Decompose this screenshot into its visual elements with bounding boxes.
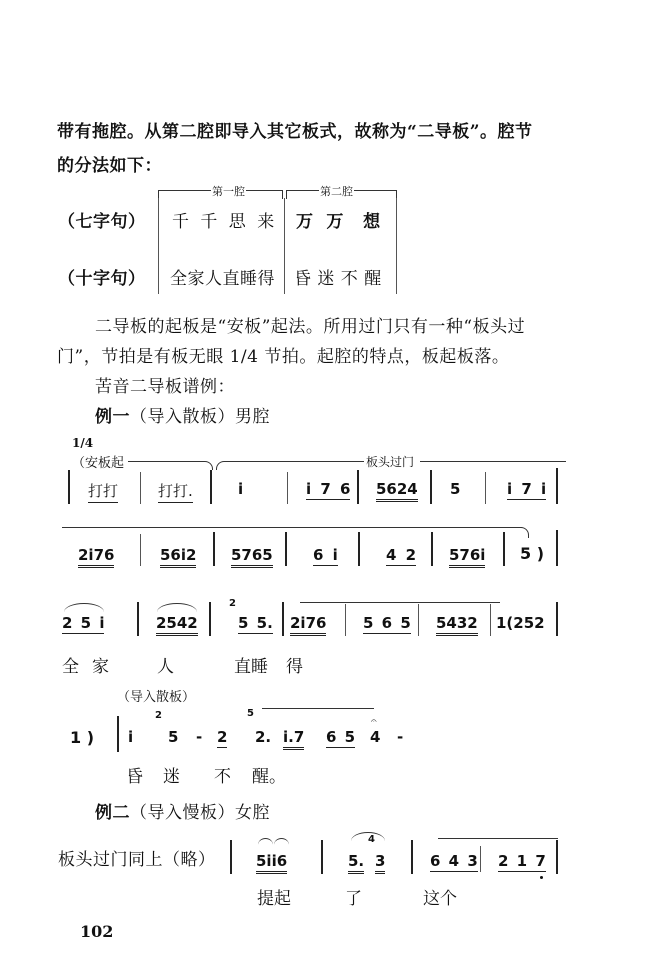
lyric: 提起: [257, 889, 291, 909]
measure: 5.: [348, 852, 364, 874]
barline: [282, 602, 284, 636]
barline: [285, 532, 287, 566]
grace-note: 2: [155, 710, 162, 721]
table-divider: [284, 198, 285, 294]
barline: [358, 532, 360, 566]
paragraph-line: 苦音二导板谱例：: [95, 377, 235, 397]
grace-note: 4: [368, 834, 375, 845]
note: i.7: [283, 728, 304, 750]
lyric: 这个: [423, 889, 457, 909]
barline: [357, 470, 359, 504]
measure: 6 i: [313, 546, 338, 564]
measure: 6 4 3: [430, 852, 478, 870]
bracket-left: [286, 190, 319, 199]
lyric: 得: [286, 657, 303, 677]
note: 5: [168, 728, 179, 746]
annotation-anban: （安板起: [72, 456, 125, 471]
note: -: [196, 728, 203, 746]
lyric: 不: [214, 767, 231, 787]
measure: 5 5.: [238, 614, 273, 632]
barline: [430, 470, 432, 504]
phrase-line: [62, 527, 522, 528]
measure: 5765: [231, 546, 273, 568]
barline: [556, 840, 558, 874]
measure: 5 6 5: [363, 614, 411, 632]
note: 2: [217, 728, 228, 746]
barline: [556, 602, 558, 636]
lyric: 昏: [126, 767, 143, 787]
bracket-right: [270, 190, 283, 199]
example-title: [95, 803, 270, 823]
example-subtitle: （导入慢板）女腔: [130, 803, 270, 823]
barline: [321, 840, 323, 874]
measure: 打打: [88, 480, 118, 503]
lyric: 家: [92, 657, 109, 677]
barline: [287, 472, 288, 504]
table-divider: [396, 198, 397, 294]
measure: 5: [450, 480, 461, 498]
lyric: 人: [157, 657, 174, 677]
row-label: （七字句）: [58, 212, 146, 232]
barline: [68, 470, 70, 504]
barline: [556, 530, 558, 566]
row-part2: 昏 迷 不 醒: [294, 269, 382, 289]
measure: 5 ): [520, 544, 545, 563]
measure: 5624: [376, 480, 418, 502]
barline: [137, 602, 139, 636]
slur: [258, 838, 273, 845]
annotation-curve: [216, 461, 225, 470]
grace-note: 2: [229, 598, 236, 609]
annotation-line: [420, 461, 566, 462]
phrase-end-curve: [520, 527, 529, 538]
measure: 4 2: [386, 546, 417, 564]
example-number: 例一: [95, 407, 130, 427]
slur-line: [262, 708, 374, 709]
time-signature: 1/4: [72, 436, 94, 450]
barline: [431, 532, 433, 566]
measure: 2i76: [78, 546, 114, 568]
barline: [345, 604, 346, 636]
note: 6 5: [326, 728, 356, 746]
example-number: 例二: [95, 803, 130, 823]
measure: 1(252: [496, 614, 545, 632]
column-header-first: 第一腔: [212, 185, 245, 198]
barline: [140, 534, 141, 566]
annotation-line: [128, 461, 204, 462]
note: i: [128, 728, 134, 746]
slur-line: [300, 602, 500, 603]
barline: [411, 840, 413, 874]
row-part2: 万 万 想: [296, 212, 381, 232]
example-title: [95, 407, 270, 427]
page-number: 102: [80, 922, 114, 941]
measure: 2 5 i: [62, 614, 105, 632]
slur: [64, 603, 104, 612]
lyric: 醒。: [252, 767, 286, 787]
measure: i 7 6: [306, 480, 351, 498]
barline: [418, 604, 419, 636]
measure: 3: [375, 852, 385, 874]
barline: [213, 532, 215, 566]
slur: [274, 838, 289, 845]
barline: [230, 840, 232, 874]
bracket-left: [158, 190, 211, 199]
measure: 打打.: [158, 480, 193, 503]
barline: [117, 716, 119, 752]
barline: [556, 468, 558, 504]
paragraph-line: 门”，节拍是有板无眼 1/4 节拍。起腔的特点，板起板落。: [57, 347, 510, 367]
barline: [480, 846, 481, 872]
barline: [485, 472, 486, 504]
lyric: 全: [62, 657, 79, 677]
row-part1: 千 千 思 来: [172, 212, 278, 232]
measure: 576i: [449, 546, 485, 568]
note: 2.: [255, 728, 272, 746]
slur: [157, 603, 197, 612]
annotation-curve: [204, 461, 213, 470]
measure: 56i2: [160, 546, 196, 568]
note: -: [397, 728, 404, 746]
note: 4: [370, 728, 381, 746]
grace-note: 5: [247, 708, 254, 719]
paragraph-line: 二导板的起板是“安板”起法。所用过门只有一种“板头过: [95, 317, 526, 337]
annotation-line: [224, 461, 364, 462]
measure: 5432: [436, 614, 478, 636]
lyric: 直睡: [234, 657, 268, 677]
note: 1 ): [70, 728, 95, 747]
row-part1: 全家人直睡得: [170, 269, 275, 289]
bracket-right: [354, 190, 397, 199]
lower-octave-dot: [540, 876, 543, 879]
barline: [209, 602, 211, 636]
lyric: 了: [345, 889, 362, 909]
measure: i: [238, 480, 244, 498]
lyric: 迷: [163, 767, 180, 787]
measure: 2i76: [290, 614, 326, 636]
fermata-icon: 𝄐: [371, 716, 377, 727]
barline: [503, 532, 505, 566]
table-divider: [158, 198, 159, 294]
paragraph-line: 的分法如下：: [57, 156, 162, 176]
example-subtitle: （导入散板）男腔: [130, 407, 270, 427]
measure: 2 1 7: [498, 852, 546, 870]
barline: [140, 472, 141, 504]
measure: 5ii6: [256, 852, 287, 874]
row-label: （十字句）: [58, 269, 146, 289]
measure: 2542: [156, 614, 198, 636]
annotation-sanban: （导入散板）: [117, 690, 196, 705]
barline: [210, 470, 212, 504]
column-header-second: 第二腔: [320, 185, 353, 198]
measure: i 7 i: [507, 480, 547, 498]
slur-line: [438, 838, 558, 839]
paragraph-line: 带有拖腔。从第二腔即导入其它板式，故称为“二导板”。腔节: [57, 122, 533, 142]
guomen-note: 板头过门同上（略）: [58, 850, 216, 870]
barline: [490, 604, 491, 636]
annotation-guomen: 板头过门: [366, 455, 415, 469]
